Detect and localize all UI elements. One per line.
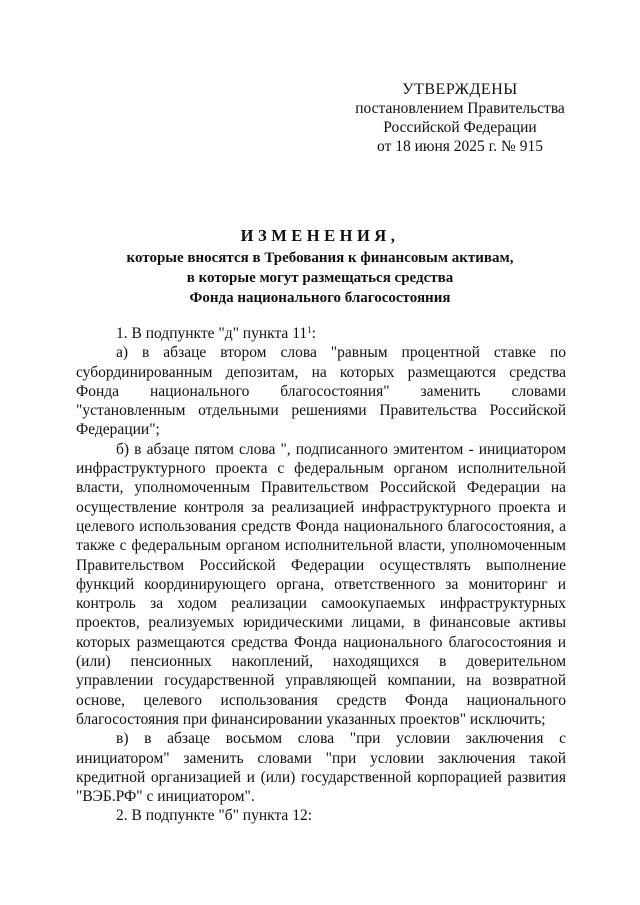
- paragraph-subitem-a: а) в абзаце втором слова "равным процентной ставке по субординированным депозитам, на которых размещаются средства Фонда национального благосостояния" заменить словами "установленным отдельными решениями Правительства Российской Федерации";: [76, 344, 566, 439]
- title-subtitle-line: в которые могут размещаться средства: [186, 270, 454, 286]
- document-title: [60, 224, 580, 308]
- paragraph-item-2: 2. В подпункте "б" пункта 12:: [116, 807, 312, 825]
- footnote-marker: 1: [307, 325, 312, 335]
- approval-heading: УТВЕРЖДЕНЫ: [402, 81, 518, 98]
- paragraph-subitem-b: б) в абзаце пятом слова ", подписанного эмитентом - инициатором инфраструктурного проекта с федеральным органом исполнительной власти, уполномоченным Правительством Российской Федерации на осуществление контроля за реализацией инфраструктурного проекта и целевого использования средств Фонда национального благосостояния, а также с федеральным органом исполнительной власти, уполномоченным Правительством Российской Федерации осуществлять выполнение функций координирующего органа, ответственного за мониторинг и контроль за ходом реализации самоокупаемых инфраструктурных проектов, реализуемых юридическими лицами, в финансовые активы которых размещаются средства Фонда национального благосостояния и (или) пенсионных накоплений, находящихся в доверительном управлении государственной управляющей компании, на возвратной основе, целевого использования средств Фонда национального благосостояния при финансировании указанных проектов" исключить;: [76, 440, 566, 728]
- document-body: [76, 324, 566, 826]
- title-subtitle-line: которые вносятся в Требования к финансовым активам,: [126, 250, 514, 266]
- paragraph-item-1: [76, 324, 566, 343]
- approval-date: от 18 июня 2025 г. № 915: [377, 138, 543, 155]
- title-subtitle-line: Фонда национального благосостояния: [189, 290, 451, 306]
- paragraph-subitem-c: в) в абзаце восьмом слова "при условии заключения с инициатором" заменить словами "при условии заключения такой кредитной организацией и (или) государственной корпорацией развития "ВЭБ.РФ" с инициатором".: [76, 730, 566, 806]
- approval-line: постановлением Правительства: [355, 100, 565, 117]
- paragraph-text: 1. В подпункте "д" пункта 11: [116, 325, 308, 342]
- title-main: ИЗМЕНЕНИЯ,: [240, 226, 400, 245]
- approval-line: Российской Федерации: [383, 119, 537, 136]
- approval-stamp: [340, 80, 580, 156]
- paragraph-tail: :: [311, 325, 316, 342]
